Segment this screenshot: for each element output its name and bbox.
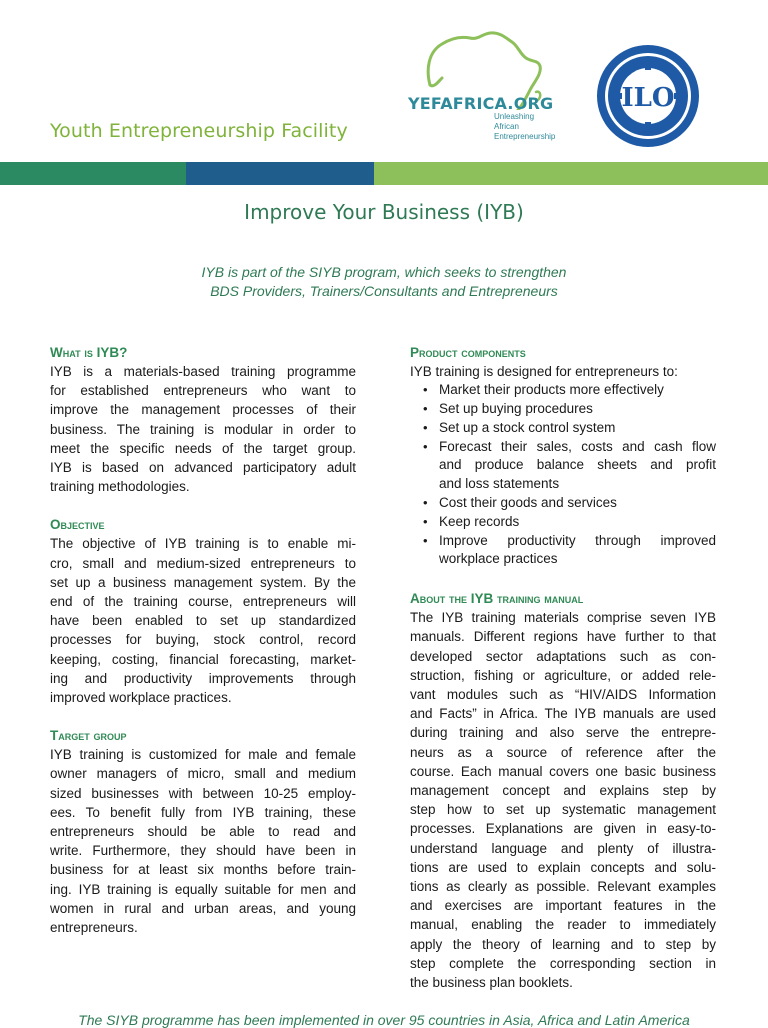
section-heading-what-is: What is IYB?: [50, 345, 128, 360]
yefafrica-logo: [408, 30, 568, 145]
document-title: Improve Your Business (IYB): [244, 200, 524, 224]
facility-name: Youth Entrepreneurship Facility: [50, 120, 348, 142]
stripe-green: [0, 162, 186, 185]
document-subtitle: IYB is part of the SIYB program, which seeks to strengthen BDS Providers, Trainers/Consultants and Entrepreneurs: [201, 264, 567, 299]
list-item: • Set up a stock control system: [410, 419, 716, 438]
yefafrica-tagline: Unleashing African Entrepreneurship: [494, 112, 556, 141]
section-body-manual: The IYB training materials comprise seven IYB manuals. Different regions have further to that developed sector adaptations such as con- struction, fishing or agriculture, or added rele- vant modules such as “HIV/AIDS Information and Facts” in Africa. The IYB manuals are used during training and also serve the entrepre- neurs as a source of reference after the course. Each manual covers one basic business management concept and explains step by step how to set up systematic management processes. Explanations are given in easy-to- understand language and plenty of illustra- tions are used to explain concepts and solu- tions as clearly as possible. Relevant examples and exercises are important features in the manual, enabling the reader to immediately apply the theory of learning and to step by step complete the corresponding section in the business plan booklets.: [410, 610, 716, 991]
section-body-what-is: IYB is a materials-based training programme for established entrepreneurs who want to improve the management processes of their business. The training is modular in order to meet the specific needs of the target group. IYB is based on advanced participatory adult training methodologies.: [50, 364, 356, 495]
page-header: [0, 0, 768, 160]
ilo-logo: [596, 44, 700, 148]
section-heading-manual: About the IYB training manual: [410, 591, 584, 607]
product-components-list: [410, 381, 716, 569]
section-heading-target-group: Target group: [50, 728, 127, 744]
section-heading-product-components: Product components: [410, 345, 526, 360]
right-column: [410, 343, 716, 992]
section-body-objective: The objective of IYB training is to enable mi- cro, small and medium-sized entrepreneurs to set up a business management system. By the end of the training course, entrepreneurs will have been enabled to set up standardized processes for buying, stock control, record keeping, costing, financial forecasting, market- ing and productivity improvements through improved workplace practices.: [50, 536, 356, 706]
stripe-light-green: [374, 162, 768, 185]
section-heading-objective: Objective: [50, 517, 105, 533]
stripe-blue: [186, 162, 374, 185]
color-stripe-bar: [0, 162, 768, 185]
list-item: • Forecast their sales, costs and cash flow and produce balance sheets and profit and loss statements: [410, 438, 716, 494]
yefafrica-name: YEFAFRICA.ORG: [408, 94, 554, 113]
list-item: • Improve productivity through improved workplace practices: [410, 532, 716, 570]
list-item: • Cost their goods and services: [410, 494, 716, 513]
page-footer: The SIYB programme has been implemented in over 95 countries in Asia, Africa and Latin America: [78, 1012, 690, 1028]
list-item: • Market their products more effectively: [410, 381, 716, 400]
ilo-text: ILO: [621, 83, 675, 113]
list-item: • Set up buying procedures: [410, 400, 716, 419]
section-body-target-group: IYB training is customized for male and female owner managers of micro, small and medium sized businesses with between 10-25 employ- ees. To benefit fully from IYB training, these entrepreneurs should be able to read and write. Furthermore, they should have been in business for at least six months before train- ing. IYB training is equally suitable for men and women in rural and urban areas, and young entrepreneurs.: [50, 747, 356, 936]
left-column: [50, 343, 356, 937]
list-item: • Keep records: [410, 513, 716, 532]
product-components-intro: IYB training is designed for entrepreneurs to:: [410, 364, 678, 379]
